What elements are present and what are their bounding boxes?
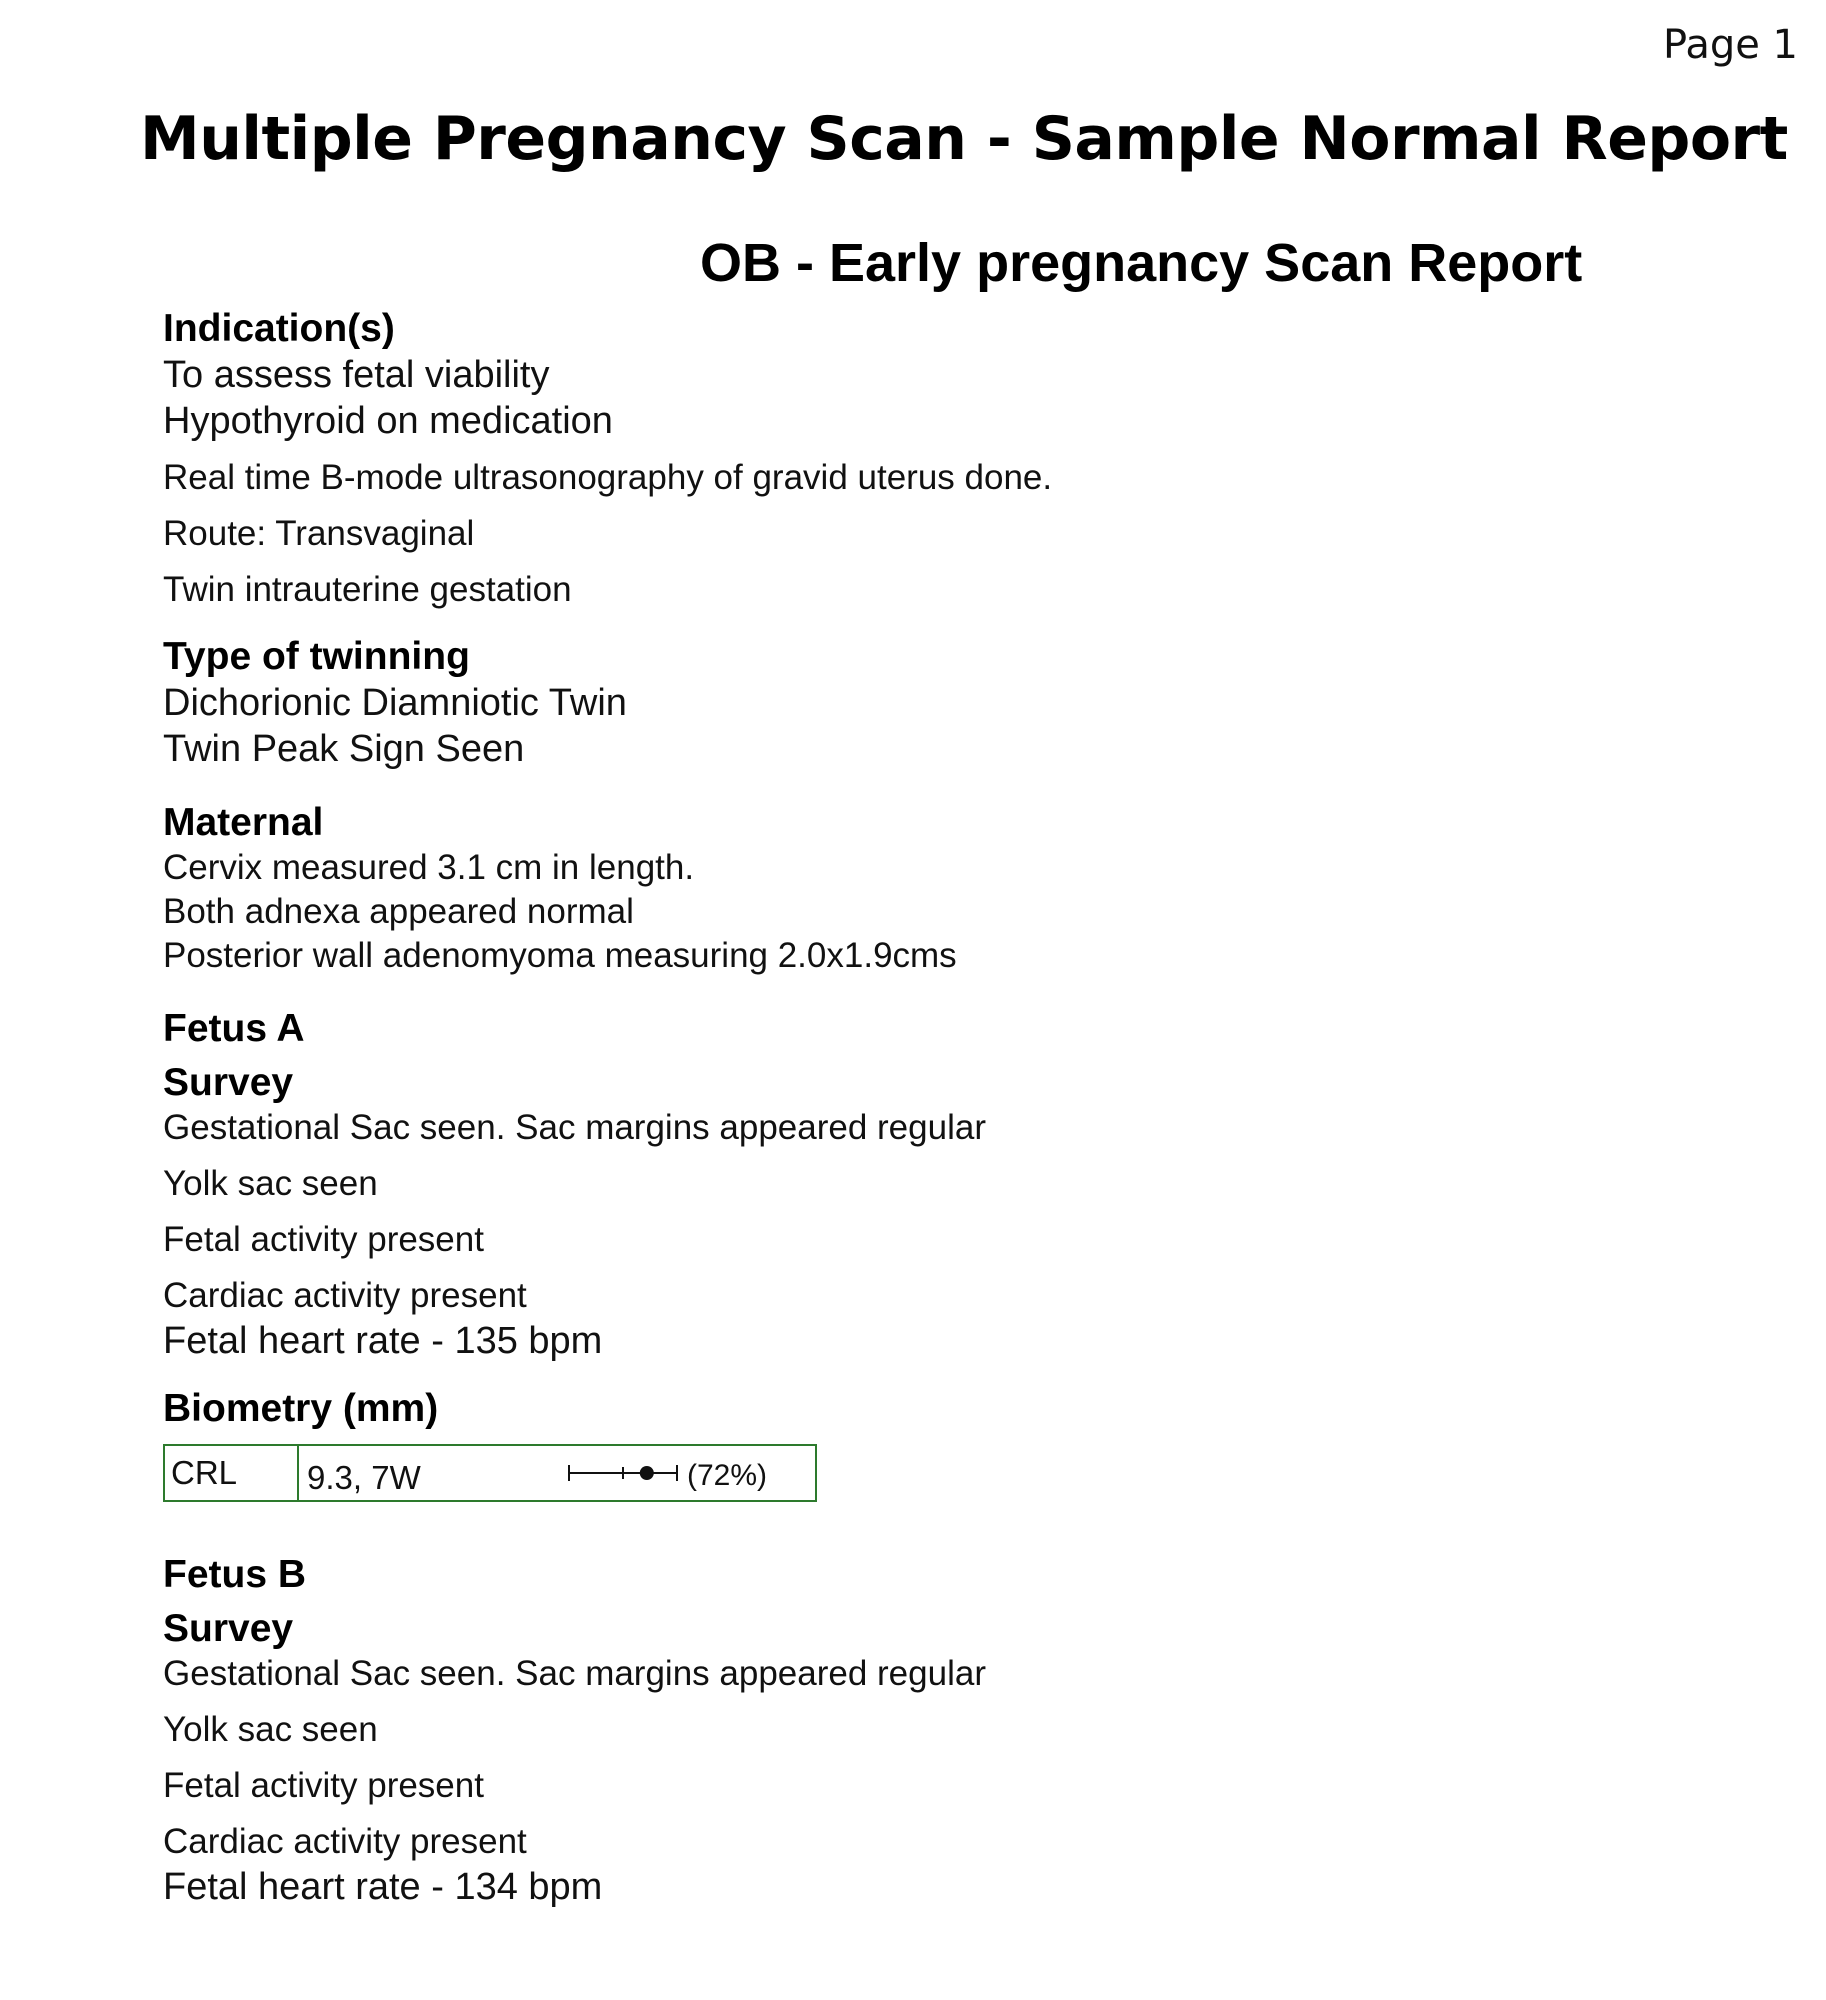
twinning-line: Twin Peak Sign Seen — [163, 728, 525, 770]
gestation-type: Twin intrauterine gestation — [163, 570, 572, 609]
fetus-a-survey-line: Cardiac activity present — [163, 1276, 527, 1315]
fetus-b-section — [163, 1552, 1766, 1910]
fetus-a-heart-rate: Fetal heart rate - 135 bpm — [163, 1320, 603, 1362]
fetus-b-survey-line: Cardiac activity present — [163, 1822, 527, 1861]
biometry-label: CRL — [165, 1446, 299, 1500]
fetus-b-heart-rate: Fetal heart rate - 134 bpm — [163, 1866, 603, 1908]
fetus-a-survey-line: Yolk sac seen — [163, 1164, 378, 1203]
indication-line: To assess fetal viability — [163, 354, 550, 396]
indications-heading: Indication(s) — [163, 307, 395, 350]
biometry-value-cell — [299, 1446, 815, 1500]
procedure-section — [163, 456, 1766, 612]
indication-line: Hypothyroid on medication — [163, 400, 613, 442]
fetus-a-survey-heading: Survey — [163, 1061, 294, 1104]
maternal-heading: Maternal — [163, 801, 324, 844]
indications-section — [163, 306, 1766, 444]
fetus-b-survey-line: Gestational Sac seen. Sac margins appeared regular — [163, 1654, 986, 1693]
fetus-b-survey-line: Fetal activity present — [163, 1766, 484, 1805]
twinning-line: Dichorionic Diamniotic Twin — [163, 682, 627, 724]
fetus-a-survey-line: Fetal activity present — [163, 1220, 484, 1259]
biometry-table — [163, 1444, 817, 1502]
report-body — [163, 306, 1766, 1910]
fetus-a-heading: Fetus A — [163, 1007, 305, 1050]
fetus-b-survey-heading: Survey — [163, 1607, 294, 1650]
procedure-description: Real time B-mode ultrasonography of gravid uterus done. — [163, 458, 1053, 497]
fetus-a-section — [163, 1006, 1766, 1502]
fetus-b-heading: Fetus B — [163, 1553, 307, 1596]
procedure-route: Route: Transvaginal — [163, 514, 475, 553]
fetus-b-survey-line: Yolk sac seen — [163, 1710, 378, 1749]
page-number: Page 1 — [1663, 22, 1798, 68]
fetus-a-biometry-heading: Biometry (mm) — [163, 1387, 439, 1430]
fetus-a-survey-line: Gestational Sac seen. Sac margins appeared regular — [163, 1108, 986, 1147]
maternal-line: Cervix measured 3.1 cm in length. — [163, 848, 695, 887]
maternal-line: Both adnexa appeared normal — [163, 892, 634, 931]
maternal-section — [163, 800, 1766, 978]
report-title: OB - Early pregnancy Scan Report — [700, 233, 1583, 293]
biometry-value: 9.3, 7W — [307, 1459, 421, 1496]
biometry-percentile: (72%) — [687, 1459, 768, 1492]
percentile-marker — [640, 1466, 654, 1480]
maternal-line: Posterior wall adenomyoma measuring 2.0x1.9cms — [163, 936, 957, 975]
twinning-section — [163, 634, 1766, 772]
twinning-heading: Type of twinning — [163, 635, 470, 678]
document-title: Multiple Pregnancy Scan - Sample Normal Report — [140, 104, 1788, 174]
percentile-gauge-icon — [567, 1460, 681, 1486]
